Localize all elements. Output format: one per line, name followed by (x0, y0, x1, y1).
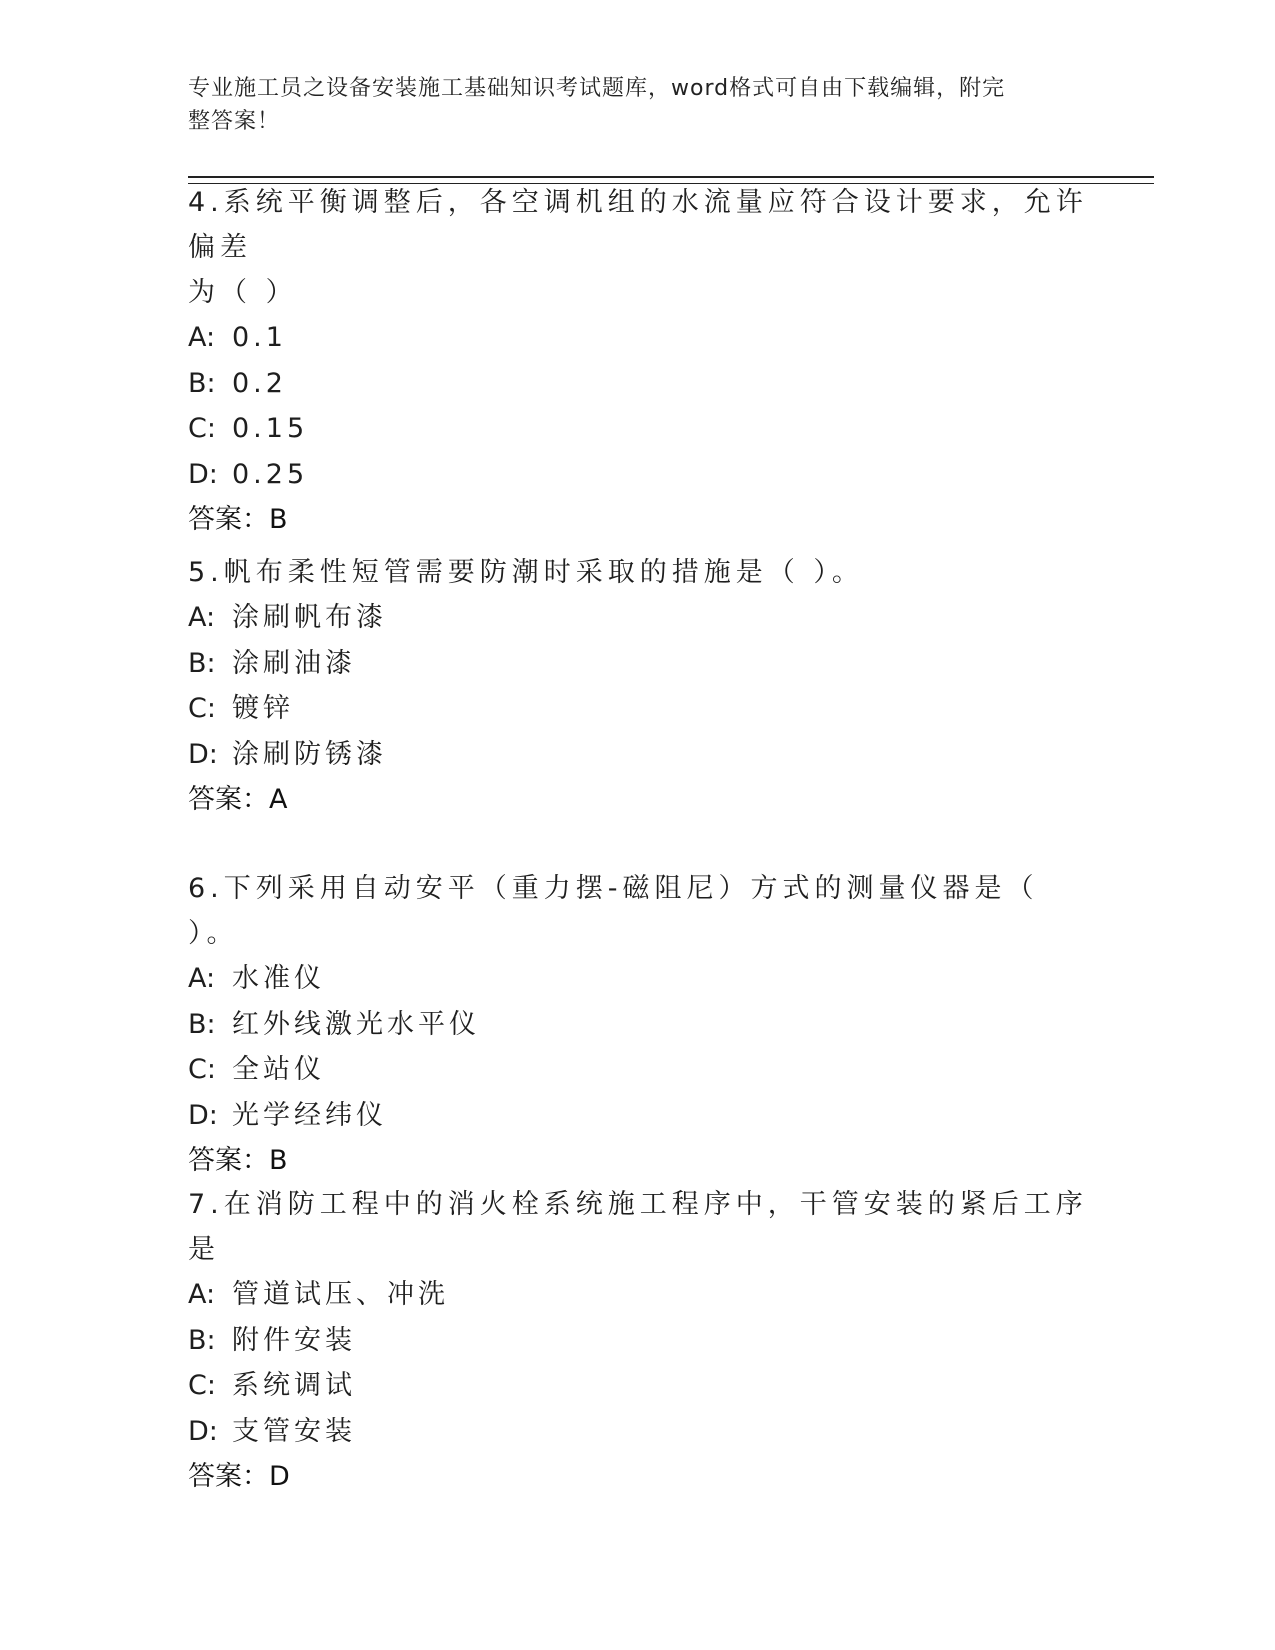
question-5 (188, 550, 1088, 823)
option-key: A: (188, 1279, 216, 1310)
question-stem: 6.下列采用自动安平（重力摆-磁阻尼）方式的测量仪器是（ ）。 (188, 873, 1039, 949)
question-stem: 4.系统平衡调整后，各空调机组的水流量应符合设计要求，允许偏差 (188, 187, 1088, 263)
option-d (188, 732, 1088, 778)
option-b (188, 1318, 1088, 1364)
question-6 (188, 866, 1088, 1184)
question-7 (188, 1182, 1088, 1500)
option-text: 涂刷油漆 (232, 647, 356, 679)
question-4 (188, 180, 1088, 543)
answer: 答案：D (188, 1461, 290, 1492)
option-key: C: (188, 1370, 216, 1401)
option-key: C: (188, 413, 216, 444)
option-key: A: (188, 602, 216, 633)
header-line-1: 专业施工员之设备安装施工基础知识考试题库，word格式可自由下载编辑，附完 (188, 76, 1006, 101)
option-key: D: (188, 738, 218, 770)
option-text: 涂刷帆布漆 (232, 602, 387, 633)
option-key: A: (188, 963, 216, 994)
option-c (188, 1047, 1088, 1093)
option-d (188, 1093, 1088, 1139)
document-header (188, 72, 1068, 138)
question-stem: 7.在消防工程中的消火栓系统施工程序中，干管安装的紧后工序是 (188, 1189, 1088, 1265)
option-text: 支管安装 (232, 1415, 356, 1447)
option-a (188, 956, 1088, 1002)
option-a (188, 315, 1088, 361)
header-line-2: 整答案！ (188, 109, 281, 134)
option-d (188, 452, 1088, 498)
option-text: 红外线激光水平仪 (232, 1008, 480, 1040)
option-text: 光学经纬仪 (232, 1099, 387, 1131)
option-b (188, 361, 1088, 407)
option-key: B: (188, 1008, 216, 1040)
option-key: D: (188, 458, 218, 490)
option-text: 涂刷防锈漆 (232, 738, 387, 770)
option-text: 镀锌 (232, 693, 294, 724)
option-key: D: (188, 1415, 218, 1447)
option-c (188, 686, 1088, 732)
option-key: B: (188, 647, 216, 679)
option-a (188, 595, 1088, 641)
question-stem: 5.帆布柔性短管需要防潮时采取的措施是（ ）。 (188, 557, 864, 588)
option-text: 0.15 (232, 413, 309, 444)
option-text: 管道试压、冲洗 (232, 1279, 449, 1310)
option-text: 全站仪 (232, 1054, 325, 1085)
question-stem-continued: 为（ ） (188, 277, 298, 308)
option-c (188, 1363, 1088, 1409)
option-b (188, 1002, 1088, 1048)
option-key: B: (188, 1324, 216, 1356)
answer: 答案：A (188, 784, 288, 815)
option-c (188, 406, 1088, 452)
option-key: D: (188, 1099, 218, 1131)
option-text: 水准仪 (232, 963, 325, 994)
option-text: 0.1 (232, 322, 287, 353)
answer: 答案：B (188, 1145, 288, 1176)
option-text: 0.2 (232, 367, 287, 399)
option-key: B: (188, 367, 216, 399)
option-text: 0.25 (232, 458, 309, 490)
option-d (188, 1409, 1088, 1455)
option-b (188, 641, 1088, 687)
option-text: 系统调试 (232, 1370, 356, 1401)
answer: 答案：B (188, 504, 288, 535)
option-key: C: (188, 693, 216, 724)
option-a (188, 1272, 1088, 1318)
option-key: C: (188, 1054, 216, 1085)
option-text: 附件安装 (232, 1324, 356, 1356)
option-key: A: (188, 322, 216, 353)
